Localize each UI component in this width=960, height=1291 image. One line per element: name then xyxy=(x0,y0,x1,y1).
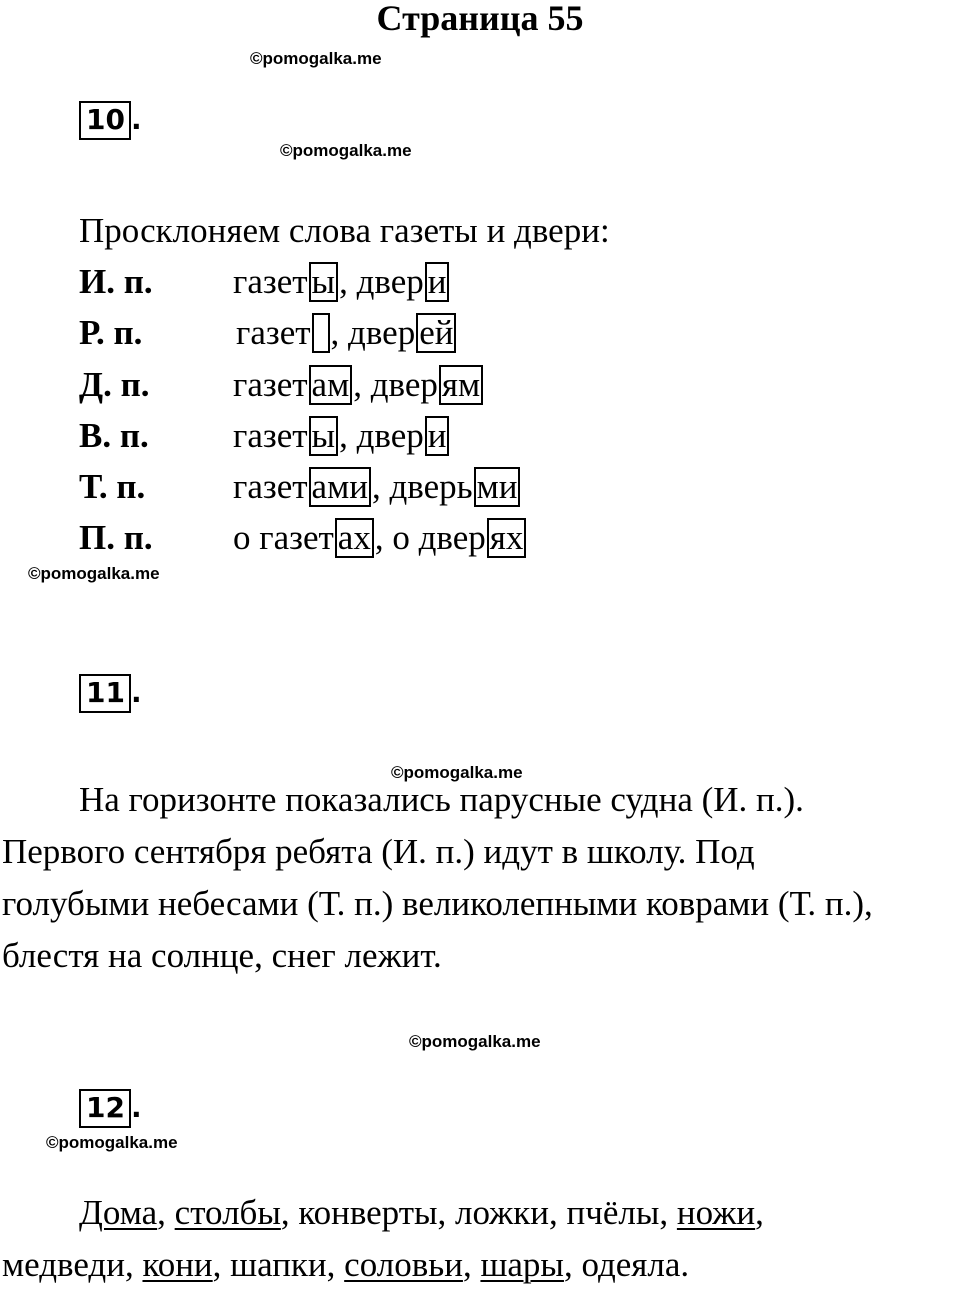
stem: , двер xyxy=(353,365,438,404)
case-label: Р. п. xyxy=(79,313,143,352)
declension-forms xyxy=(233,262,450,302)
declension-forms xyxy=(236,313,457,353)
ending-box: ам xyxy=(309,365,353,405)
declension-forms xyxy=(233,365,484,405)
watermark: ©pomogalka.me xyxy=(409,1032,541,1051)
underlined-word: столбы xyxy=(174,1193,281,1232)
watermark: ©pomogalka.me xyxy=(280,141,412,160)
ending-box: ей xyxy=(416,313,456,353)
declension-row xyxy=(79,365,150,405)
task-11-text xyxy=(2,774,960,982)
task-10-number: 10 . xyxy=(79,101,142,140)
text-line: На горизонте показались парусные судна (И. п.). xyxy=(79,780,804,819)
ending-box: ах xyxy=(335,518,374,558)
text-line: голубыми небесами (Т. п.) великолепными коврами (Т. п.), xyxy=(2,884,873,923)
word: , xyxy=(462,1245,481,1284)
declension-row xyxy=(79,416,149,456)
watermark: ©pomogalka.me xyxy=(250,49,382,68)
declension-forms xyxy=(233,518,527,558)
ending-box: ами xyxy=(309,467,371,507)
word: , xyxy=(157,1193,175,1232)
task-number-box: 11 xyxy=(79,674,131,713)
ending-box: ы xyxy=(309,416,339,456)
case-label: В. п. xyxy=(79,416,149,455)
declension-row xyxy=(79,518,153,558)
text-line: Первого сентября ребята (И. п.) идут в школу. Под xyxy=(2,832,755,871)
ending-box: ми xyxy=(474,467,521,507)
stem: газет xyxy=(233,467,308,506)
task-12-number: 12 . xyxy=(79,1089,142,1128)
watermark: ©pomogalka.me xyxy=(46,1133,178,1152)
stem: о газет xyxy=(233,518,334,557)
stem: , двер xyxy=(339,262,424,301)
task-11-number: 11 . xyxy=(79,674,142,713)
stem: газет xyxy=(233,416,308,455)
underlined-word: кони xyxy=(142,1245,213,1284)
stem: , двер xyxy=(339,416,424,455)
watermark: ©pomogalka.me xyxy=(28,564,160,583)
stem: газет xyxy=(233,262,308,301)
task-12-text xyxy=(2,1187,960,1291)
watermark: ©pomogalka.me xyxy=(391,763,523,782)
case-label: Д. п. xyxy=(79,365,150,404)
word: , xyxy=(755,1193,764,1232)
declension-forms xyxy=(233,467,521,507)
ending-box: ям xyxy=(439,365,483,405)
case-label: П. п. xyxy=(79,518,153,557)
stem: , дверь xyxy=(371,467,473,506)
declension-forms xyxy=(233,416,450,456)
word: медведи, xyxy=(2,1245,143,1284)
case-label: Т. п. xyxy=(79,467,146,506)
text-line: блестя на солнце, снег лежит. xyxy=(2,936,442,975)
page-title: Страница 55 xyxy=(376,0,584,38)
underlined-word: Дома xyxy=(79,1193,158,1232)
text-line xyxy=(2,1187,960,1239)
stem: газет xyxy=(233,365,308,404)
underlined-word: соловьи xyxy=(344,1245,463,1284)
word: , шапки, xyxy=(212,1245,345,1284)
stem: , о двер xyxy=(374,518,486,557)
ending-box: ях xyxy=(487,518,527,558)
task-number-box: 12 xyxy=(79,1089,131,1128)
stem: газет xyxy=(236,313,311,352)
stem: , двер xyxy=(330,313,416,352)
word: , конверты, ложки, пчёлы, xyxy=(280,1193,677,1232)
declension-row xyxy=(79,467,145,507)
word: , одеяла. xyxy=(563,1245,690,1284)
ending-box: ы xyxy=(309,262,339,302)
underlined-word: шары xyxy=(480,1245,564,1284)
ending-box-empty xyxy=(312,313,330,353)
declension-row xyxy=(79,313,142,353)
declension-row xyxy=(79,262,153,302)
task-10-intro: Просклоняем слова газеты и двери: xyxy=(79,211,610,250)
ending-box: и xyxy=(425,416,450,456)
text-line xyxy=(2,1239,960,1291)
ending-box: и xyxy=(425,262,450,302)
underlined-word: ножи xyxy=(676,1193,756,1232)
case-label: И. п. xyxy=(79,262,153,301)
task-number-box: 10 xyxy=(79,101,131,140)
